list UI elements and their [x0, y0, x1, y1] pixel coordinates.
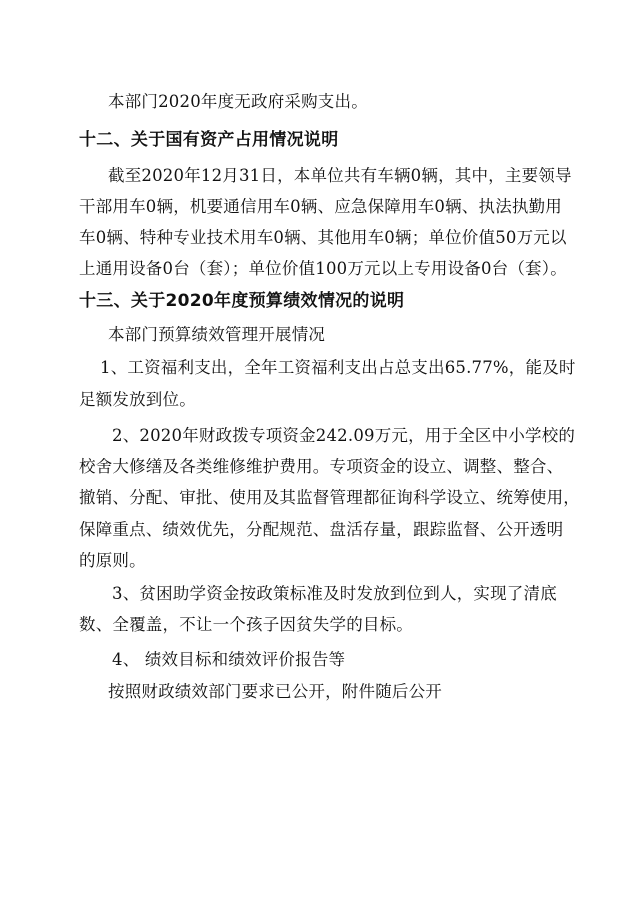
- item-3-line-1: 3、贫困助学资金按政策标准及时发放到位到人，实现了清底: [112, 584, 557, 603]
- item-1-line-1: 1、工资福利支出，全年工资福利支出占总支出65.77%，能及时: [100, 358, 576, 377]
- section-12-line-3: 车0辆、特种专业技术用车0辆、其他用车0辆；单位价值50万元以: [79, 228, 567, 247]
- item-2-line-4: 保障重点、绩效优先，分配规范、盘活存量，跟踪监督、公开透明: [79, 520, 564, 539]
- section-12-line-2: 干部用车0辆，机要通信用车0辆、应急保障用车0辆、执法执勤用: [79, 197, 562, 216]
- section-13-heading: 十三、关于2020年度预算绩效情况的说明: [79, 291, 405, 311]
- item-2-line-3: 撤销、分配、审批、使用及其监督管理都征询科学设立、统筹使用，: [79, 488, 580, 507]
- procurement-statement: 本部门2020年度无政府采购支出。: [108, 92, 368, 111]
- section-12-heading: 十二、关于国有资产占用情况说明: [79, 130, 339, 150]
- item-4: 4、 绩效目标和绩效评价报告等: [112, 650, 346, 669]
- item-3-line-2: 数、全覆盖，不让一个孩子因贫失学的目标。: [79, 615, 413, 634]
- item-2-line-2: 校舍大修缮及各类维修维护费用。专项资金的设立、调整、整合、: [79, 457, 564, 476]
- section-12-line-4: 上通用设备0台（套）；单位价值100万元以上专用设备0台（套）。: [79, 259, 567, 278]
- section-13-intro: 本部门预算绩效管理开展情况: [108, 325, 326, 344]
- item-1-line-2: 足额发放到位。: [79, 390, 196, 409]
- disclosure-note: 按照财政绩效部门要求已公开，附件随后公开: [108, 682, 442, 701]
- section-12-line-1: 截至2020年12月31日，本单位共有车辆0辆，其中，主要领导: [108, 166, 572, 185]
- item-2-line-5: 的原则。: [79, 551, 146, 570]
- item-2-line-1: 2、2020年财政拨专项资金242.09万元，用于全区中小学校的: [112, 426, 576, 445]
